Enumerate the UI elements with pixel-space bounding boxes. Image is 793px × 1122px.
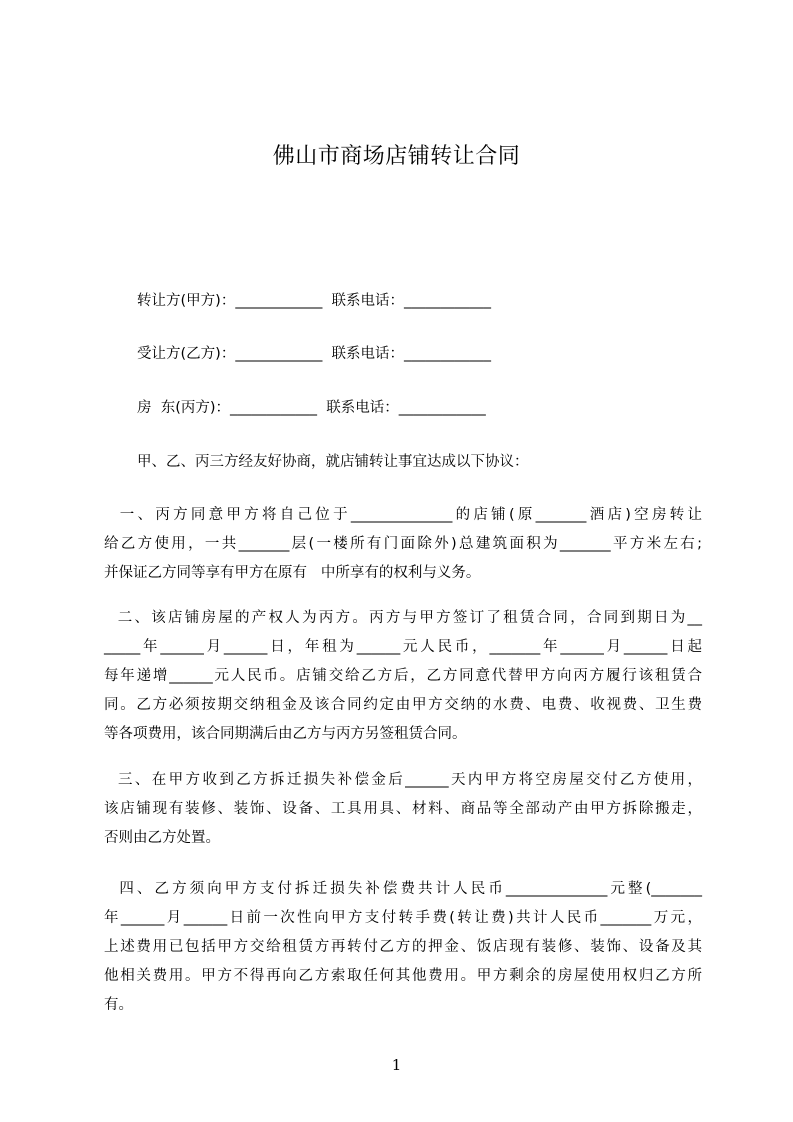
landlord-line: 房 东(丙方)：____________ 联系电话：____________	[137, 400, 486, 416]
clause-1	[104, 501, 702, 588]
clause-4-line-5: 有。	[104, 997, 133, 1013]
clause-4-line-4: 他相关费用。甲方不得再向乙方索取任何其他费用。甲方剩余的房屋使用权归乙方所	[104, 968, 702, 984]
document-title: 佛山市商场店铺转让合同	[272, 144, 521, 169]
clause-3-line-1: 三、在甲方收到乙方拆迁损失补偿金后______天内甲方将空房屋交付乙方使用，	[104, 772, 702, 788]
transferee-line: 受让方(乙方)：____________ 联系电话：____________	[137, 346, 492, 362]
clause-3-line-2: 该店铺现有装修、装饰、设备、工具用具、材料、商品等全部动产由甲方拆除搬走，	[104, 801, 702, 817]
clause-1-line-2: 给乙方使用，一共_______层(一楼所有门面除外)总建筑面积为_______平方米左右;	[104, 536, 702, 552]
clause-4-line-1: 四、乙方须向甲方支付拆迁损失补偿费共计人民币______________元整(_______	[104, 881, 702, 897]
clause-2-line-5: 等各项费用，该合同期满后由乙方与丙方另签租赁合同。	[104, 726, 467, 742]
clause-2-line-4: 同。乙方必须按期交纳租金及该合同约定由甲方交纳的水费、电费、收视费、卫生费	[104, 697, 702, 713]
clause-1-line-1: 一、丙方同意甲方将自己位于______________的店铺(原_______酒店)空房转让	[104, 507, 702, 523]
clause-4-line-2: 年______月______日前一次性向甲方支付转手费(转让费)共计人民币_______万元，	[104, 910, 702, 926]
clause-4-line-3: 上述费用已包括甲方交给租赁方再转付乙方的押金、饭店现有装修、装饰、设备及其	[104, 939, 702, 955]
clause-4	[104, 875, 702, 1020]
agreement-intro: 甲、乙、丙三方经友好协商，就店铺转让事宜达成以下协议：	[137, 454, 529, 470]
clause-2-line-1: 二、该店铺房屋的产权人为丙方。丙方与甲方签订了租赁合同，合同到期日为__	[104, 610, 702, 626]
clause-1-line-3: 并保证乙方同等享有甲方在原有 中所享有的权利与义务。	[104, 565, 481, 581]
clause-2	[104, 604, 702, 749]
transferor-line: 转让方(甲方)：____________ 联系电话：____________	[137, 293, 492, 309]
clause-2-line-3: 每年递增______元人民币。店铺交给乙方后，乙方同意代替甲方向丙方履行该租赁合	[104, 668, 702, 684]
clause-3-line-3: 否则由乙方处置。	[104, 830, 220, 846]
clause-2-line-2: _____年______月______日，年租为______元人民币，_______年______月______日起	[104, 639, 702, 655]
page-number: 1	[391, 1056, 402, 1074]
clause-3	[104, 766, 702, 853]
